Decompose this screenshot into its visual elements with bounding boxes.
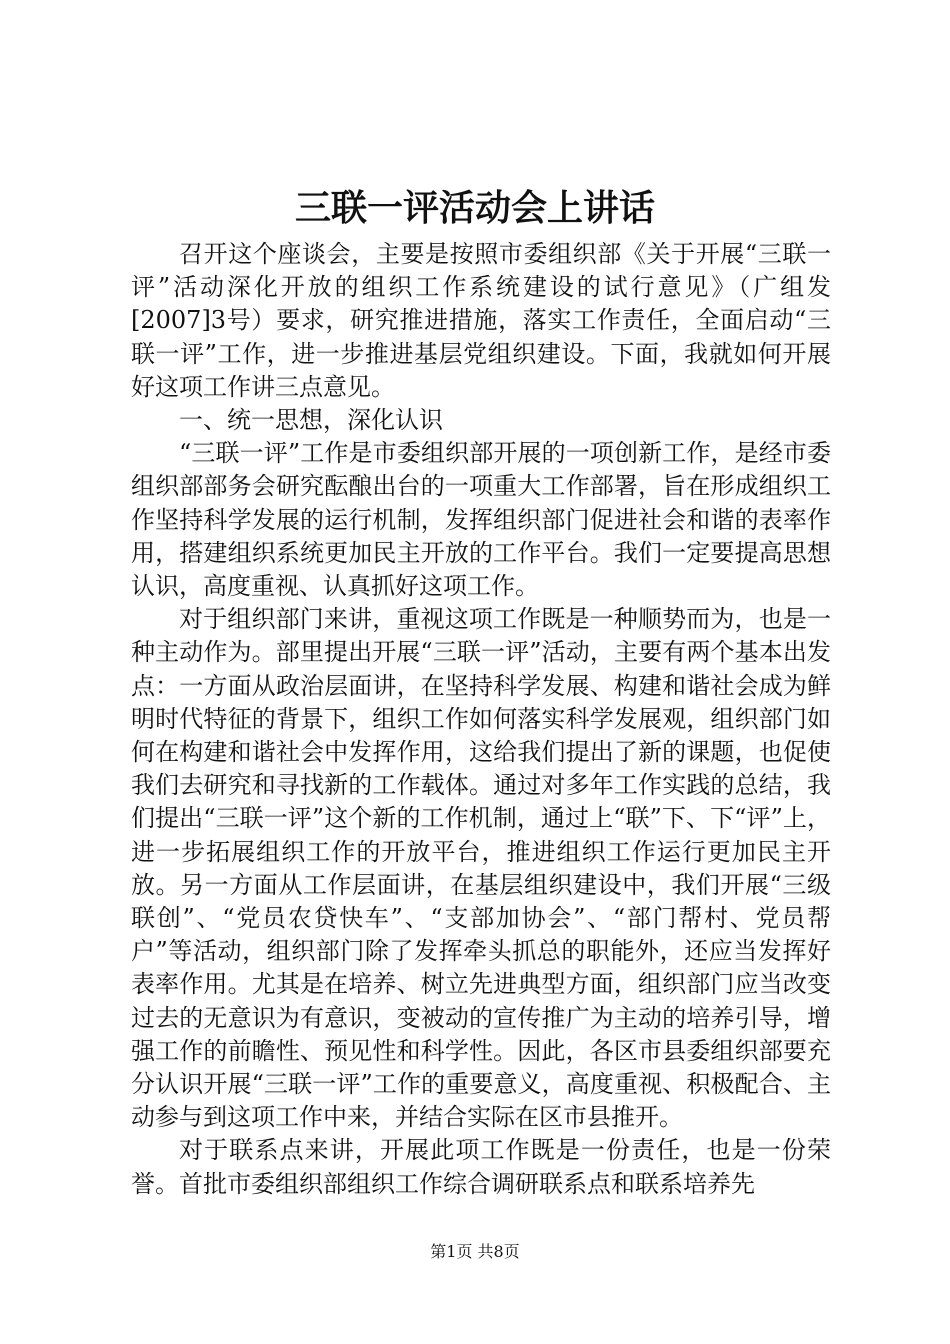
document-body: [131, 238, 831, 1201]
document-title: 三联一评活动会上讲话: [294, 187, 655, 229]
page-footer: 第1页 共8页: [430, 1242, 520, 1261]
paragraph: 对于组织部门来讲，重视这项工作既是一种顺势而为，也是一种主动作为。部里提出开展“三联一评”活动，主要有两个基本出发点：一方面从政治层面讲，在坚持科学发展、构建和谐社会成为鲜明时代特征的背景下，组织工作如何落实科学发展观，组织部门如何在构建和谐社会中发挥作用，这给我们提出了新的课题，也促使我们去研究和寻找新的工作载体。通过对多年工作实践的总结，我们提出“三联一评”这个新的工作机制，通过上“联”下、下“评”上，进一步拓展组织工作的开放平台，推进组织工作运行更加民主开放。另一方面从工作层面讲，在基层组织建设中，我们开展“三级联创”、“党员农贷快车”、“支部加协会”、“部门帮村、党员帮户”等活动，组织部门除了发挥牵头抓总的职能外，还应当发挥好表率作用。尤其是在培养、树立先进典型方面，组织部门应当改变过去的无意识为有意识，变被动的宣传推广为主动的培养引导，增强工作的前瞻性、预见性和科学性。因此，各区市县委组织部要充分认识开展“三联一评”工作的重要意义，高度重视、积极配合、主动参与到这项工作中来，并结合实际在区市县推开。: [131, 605, 831, 1132]
paragraph-intro: 召开这个座谈会，主要是按照市委组织部《关于开展“三联一评”活动深化开放的组织工作系统建设的试行意见》（广组发[2007]3号）要求，研究推进措施，落实工作责任，全面启动“三联一评”工作，进一步推进基层党组织建设。下面，我就如何开展好这项工作讲三点意见。: [131, 240, 831, 401]
section-heading-1: 一、统一思想，深化认识: [179, 406, 443, 435]
paragraph: 对于联系点来讲，开展此项工作既是一份责任，也是一份荣誉。首批市委组织部组织工作综合调研联系点和联系培养先: [131, 1136, 831, 1198]
paragraph: “三联一评”工作是市委组织部开展的一项创新工作，是经市委组织部部务会研究酝酿出台的一项重大工作部署，旨在形成组织工作坚持科学发展的运行机制，发挥组织部门促进社会和谐的表率作用，搭建组织系统更加民主开放的工作平台。我们一定要提高思想认识，高度重视、认真抓好这项工作。: [131, 439, 831, 601]
